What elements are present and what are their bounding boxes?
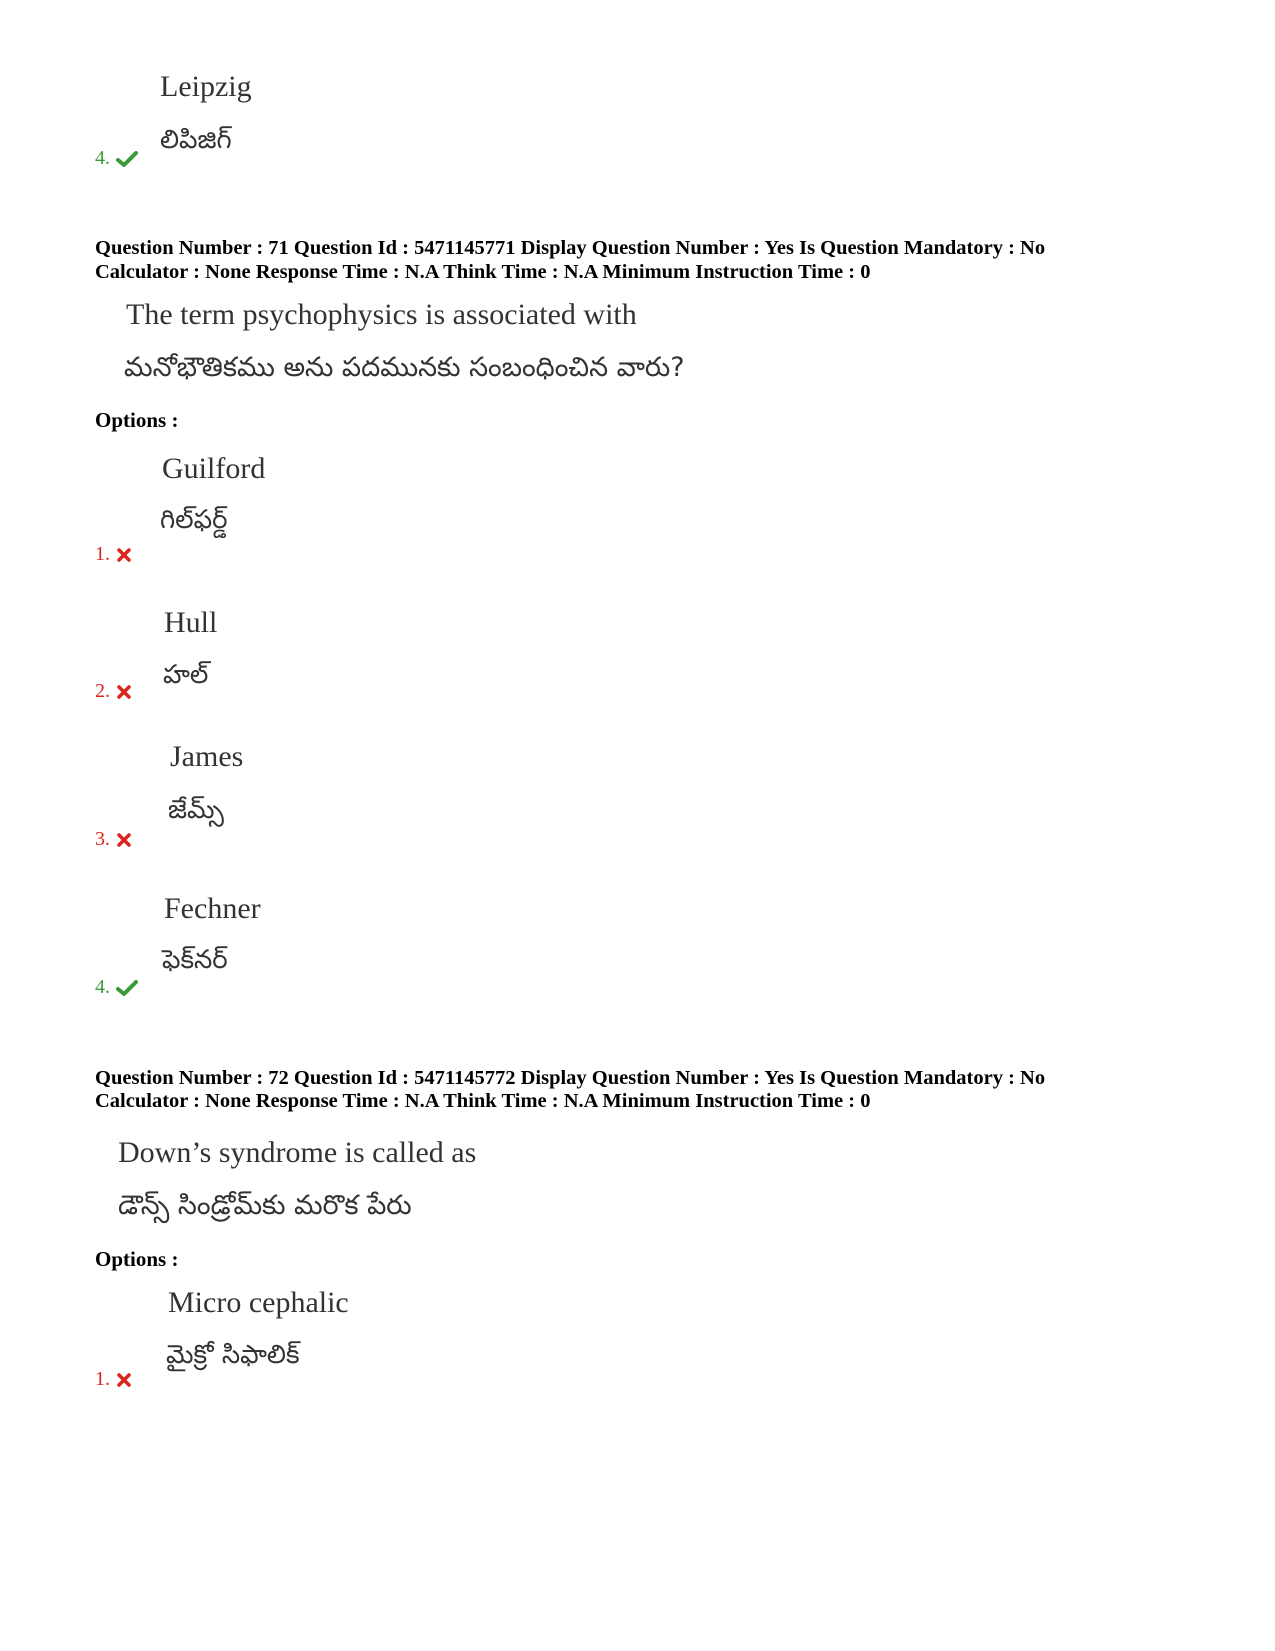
option-text-en: James (170, 740, 244, 773)
option-number: 2. (95, 680, 110, 702)
check-icon (116, 979, 138, 997)
option-text-te: లిపిజిగ్ (160, 125, 232, 155)
option-number: 3. (95, 828, 110, 850)
option-text-en: Leipzig (160, 70, 252, 103)
question-meta-line1: Question Number : 72 Question Id : 5471145772 Display Question Number : Yes Is Question Mandatory : No (95, 1067, 1046, 1089)
options-label: Options : (95, 408, 179, 432)
option-marker-wrong (95, 680, 132, 703)
question-meta-line2: Calculator : None Response Time : N.A Think Time : N.A Minimum Instruction Time : 0 (95, 261, 871, 283)
option-text-te: జేమ్స్ (168, 795, 224, 825)
option-marker-correct (95, 147, 138, 170)
option-number: 4. (95, 147, 110, 169)
cross-icon (116, 547, 132, 563)
question-text-te: మనోభౌతికము అను పదమునకు సంబంధించిన వారు? (124, 352, 685, 383)
option-marker-wrong (95, 1368, 132, 1391)
option-text-te: ఫెక్‌నర్ (162, 945, 228, 975)
option-text-en: Guilford (162, 452, 266, 485)
option-text-te: మైక్రో సిఫాలిక్ (166, 1340, 300, 1370)
question-meta-line2: Calculator : None Response Time : N.A Think Time : N.A Minimum Instruction Time : 0 (95, 1090, 871, 1112)
option-marker-correct (95, 976, 138, 999)
option-text-te: గిల్‌ఫర్డ్ (160, 505, 228, 535)
option-text-en: Fechner (164, 892, 261, 925)
option-number: 1. (95, 1368, 110, 1390)
option-marker-wrong (95, 828, 132, 851)
option-marker-wrong (95, 543, 132, 566)
option-number: 1. (95, 543, 110, 565)
check-icon (116, 150, 138, 168)
options-label: Options : (95, 1247, 179, 1271)
question-text-en: Down’s syndrome is called as (118, 1136, 477, 1169)
option-number: 4. (95, 976, 110, 998)
option-text-en: Hull (164, 606, 218, 639)
question-text-te: డౌన్స్ సిండ్రోమ్‌కు మరొక పేరు (118, 1190, 412, 1221)
option-text-te: హల్ (163, 660, 209, 690)
option-text-en: Micro cephalic (168, 1286, 349, 1319)
cross-icon (116, 1372, 132, 1388)
cross-icon (116, 832, 132, 848)
question-text-en: The term psychophysics is associated with (126, 298, 637, 331)
cross-icon (116, 684, 132, 700)
question-meta-line1: Question Number : 71 Question Id : 5471145771 Display Question Number : Yes Is Question Mandatory : No (95, 237, 1046, 259)
